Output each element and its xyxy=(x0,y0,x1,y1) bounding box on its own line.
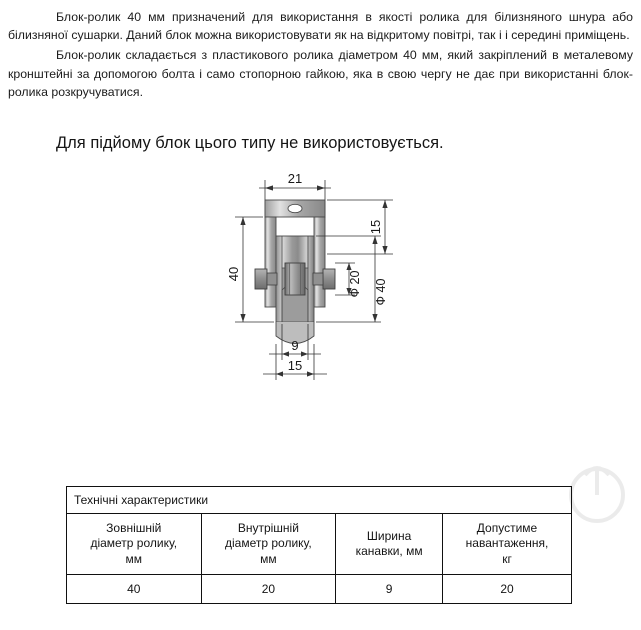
table-header-outer-diameter xyxy=(67,514,202,575)
header-line-3: мм xyxy=(260,551,277,566)
table-header-groove-width xyxy=(336,514,443,575)
header-line-2: діаметр ролику, xyxy=(90,536,178,551)
header-line-2: канавки, мм xyxy=(355,544,423,558)
header-line-1: Ширина xyxy=(366,528,412,543)
dimension-base-width: 15 xyxy=(287,358,303,373)
dimension-outer-diameter: Ф 40 xyxy=(374,278,388,306)
dimension-right-upper: 15 xyxy=(368,219,383,235)
dimension-inner-diameter: Ф 20 xyxy=(348,270,362,298)
header-line-1: Внутрішній xyxy=(237,520,299,535)
paragraph-2: Блок-ролик складається з пластикового ролика діаметром 40 мм, який закріплений в металевому кронштейні за допомогою болта і само стопорною гайкою, яка в свою чергу не дає при використанні блок-ролика розкручуватися. xyxy=(8,48,633,99)
dimension-groove-width: 9 xyxy=(291,338,299,353)
technical-drawing xyxy=(225,168,455,403)
header-line-3: кг xyxy=(502,551,512,566)
header-line-2: діаметр ролику, xyxy=(225,536,312,551)
paragraph-1: Блок-ролик 40 мм призначений для використання в якості ролика для білизняного шнура або білизняної сушарки. Даний блок можна використовувати як на відкритому повітрі, так і і середині приміщень. xyxy=(8,10,633,43)
table-header-load-capacity xyxy=(443,514,572,575)
table-value-load-capacity: 20 xyxy=(443,575,572,604)
dimension-top-width: 21 xyxy=(287,171,303,186)
watermark-logo xyxy=(565,455,629,527)
header-line-1: Зовнішній xyxy=(106,520,162,535)
header-line-3: мм xyxy=(125,551,143,566)
dimension-left-height: 40 xyxy=(226,266,241,282)
specifications-table xyxy=(66,486,572,604)
header-line-1: Допустиме xyxy=(476,520,538,535)
header-line-2: навантаження, xyxy=(465,536,549,551)
table-row-headers xyxy=(67,514,572,575)
table-row-values xyxy=(67,575,572,604)
table-value-inner-diameter: 20 xyxy=(201,575,336,604)
table-row-title xyxy=(67,487,572,514)
intro-text-block xyxy=(8,8,633,101)
table-header-inner-diameter xyxy=(201,514,336,575)
table-title: Технічні характеристики xyxy=(67,487,572,514)
table-value-groove-width: 9 xyxy=(336,575,443,604)
table-value-outer-diameter: 40 xyxy=(67,575,202,604)
headline-note: Для підйому блок цього типу не використовується. xyxy=(56,134,444,152)
